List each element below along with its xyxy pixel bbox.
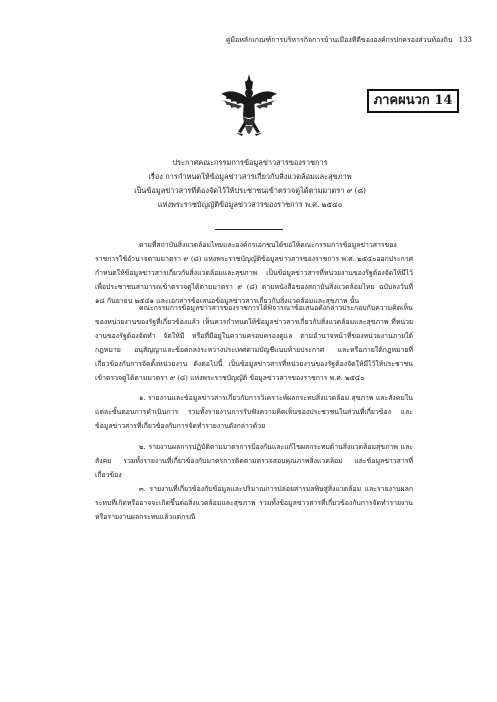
paragraph-text: คณะกรรมการข้อมูลข่าวสารของราชการได้พิจารณาข้อเสนอดังกล่าวประกอบกับความคิดเห็นของหน่วยงานของรัฐที่เกี่ยวข้องแล้ว เห็นควรกำหนดให้ข้อมูลข่าวสารเกี่ยวกับสิ่งแวดล้อมและสุขภาพ ที่หน่วยงานของรัฐต้องจัดทำ จัดให้มี หรือที่มีอยู่ในความครอบครองดูแล ตามอำนาจหน้าที่ของหน่วยงานภายใต้กฎหมาย อนุสัญญาและข้อตกลงระหว่างประเทศตามบัญชีแนบท้ายประกาศ และหรือภายใต้กฎหมายที่เกี่ยวข้องกับการจัดตั้งหน่วยงาน ดังต่อไปนี้ เป็นข้อมูลข่าวสารที่หน่วยงานของรัฐต้องจัดให้มีไว้ให้ประชาชนเข้าตรวจดูได้ตามมาตรา ๙ (๘) แห่งพระราชบัญญัติ ข้อมูลข่าวสารของราชการ พ.ศ. ๒๕๔๐ <box>95 304 413 382</box>
paragraph-determination <box>95 301 413 385</box>
annex-label-box: ภาคผนวก 14 <box>367 89 459 113</box>
title-line: เรื่อง การกำหนดให้ข้อมูลข่าวสารเกี่ยวกับสิ่งแวดล้อมและสุขภาพ <box>148 172 352 181</box>
list-item <box>95 482 413 524</box>
list-item <box>95 391 413 433</box>
paragraph-background <box>95 238 413 308</box>
title-line: ประกาศคณะกรรมการข้อมูลข่าวสารของราชการ <box>172 158 328 167</box>
title-divider <box>215 229 283 230</box>
list-item-text: ๑. รายงานและข้อมูลข่าวสารเกี่ยวกับการวิเคราะห์ผลกระทบสิ่งแวดล้อม สุขภาพ และสังคมในแต่ละขั้นตอนการดำเนินการ รวมทั้งรายงานการรับฟังความคิดเห็นของประชาชนในส่วนที่เกี่ยวข้อง และข้อมูลข่าวสารที่เกี่ยวข้องกับการจัดทำรายงานดังกล่าวด้วย <box>95 394 413 430</box>
list-item-text: ๓. รายงานที่เกี่ยวข้องกับข้อมูลและปริมาณการปล่อยสารมลพิษสู่สิ่งแวดล้อม และรายงานผลกระทบที่เกิดหรืออาจจะเกิดขึ้นต่อสิ่งแวดล้อมและสุขภาพ รวมทั้งข้อมูลข่าวสารที่เกี่ยวข้องกับการจัดทำรายงานหรือรายงานผลกระทบแล้วแต่กรณี <box>95 485 413 521</box>
announcement-title <box>120 156 380 212</box>
title-line: แห่งพระราชบัญญัติข้อมูลข่าวสารของราชการ พ.ศ. ๒๕๔๐ <box>157 200 343 209</box>
running-header-title: คู่มือหลักเกณฑ์การบริหารกิจการบ้านเมืองที่ดีขององค์กรปกครองส่วนท้องถิ่น <box>225 36 453 44</box>
paragraph-text: ตามที่สถาบันสิ่งแวดล้อมไทยและองค์กรเอกชนได้ขอให้คณะกรรมการข้อมูลข่าวสารของราชการใช้อำนาจตามมาตรา ๙ (๘) แห่งพระราชบัญญัติข้อมูลข่าวสารของราชการ พ.ศ. ๒๕๔๐ออกประกาศกำหนดให้ข้อมูลข่าวสารเกี่ยวกับสิ่งแวดล้อมและสุขภาพ เป็นข้อมูลข่าวสารที่หน่วยงานของรัฐต้องจัดให้มีไว้เพื่อประชาชนสามารถเข้าตรวจดูได้ตามมาตรา ๙ (๘) ตามหนังสือของสถาบันสิ่งแวดล้อมไทย ฉบับลงวันที่ ๑๘ กันยายน ๒๕๔๑ และเอกสารข้อเสนอข้อมูลข่าวสารเกี่ยวกับสิ่งแวดล้อมและสุขภาพ นั้น <box>95 241 413 305</box>
page-number: 133 <box>458 36 472 44</box>
running-header <box>210 36 472 45</box>
list-item <box>95 440 413 482</box>
title-line: เป็นข้อมูลข่าวสารที่ต้องจัดไว้ให้ประชาชนเข้าตรวจดูได้ตามมาตรา ๙ (๘) <box>134 186 366 195</box>
list-item-text: ๒. รายงานผลการปฏิบัติตามมาตรการป้องกันและแก้ไขผลกระทบด้านสิ่งแวดล้อมสุขภาพ และสังคม รวมทั้งรายงานที่เกี่ยวข้องกับมาตรการติดตามตรวจสอบคุณภาพสิ่งแวดล้อม และข้อมูลข่าวสารที่เกี่ยวข้อง <box>95 443 413 479</box>
garuda-emblem-icon <box>218 72 280 144</box>
